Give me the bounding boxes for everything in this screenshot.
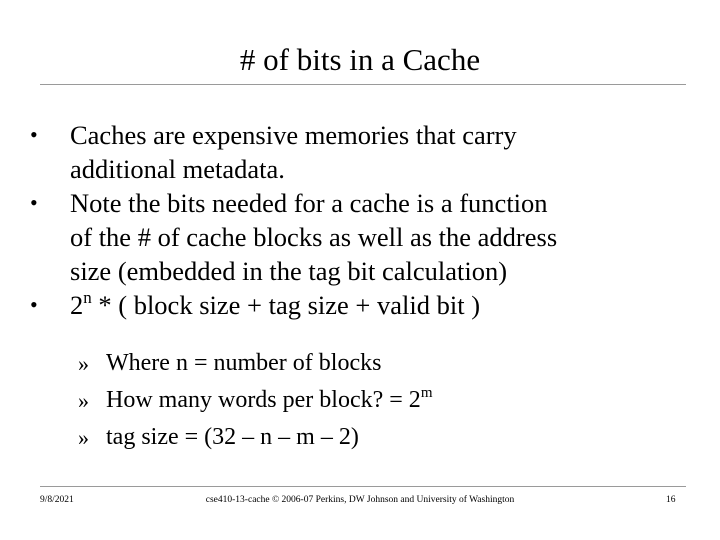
sub-bullet-item — [78, 382, 678, 419]
sub-bullet-marker: » — [78, 351, 89, 376]
bullet-item — [30, 186, 690, 288]
bullet-marker: • — [30, 122, 38, 147]
sub-bullet-text: Where n = number of blocks — [106, 350, 382, 376]
slide-title: # of bits in a Cache — [239, 42, 481, 77]
footer-divider — [40, 486, 686, 487]
sub-bullet-marker: » — [78, 388, 89, 413]
page-number: 16 — [666, 495, 676, 505]
footer-date: 9/8/2021 — [40, 495, 74, 505]
formula-line — [70, 288, 690, 322]
title-divider — [40, 84, 686, 85]
bullet-item — [30, 288, 690, 322]
sub-bullet-text: How many words per block? = 2 — [106, 387, 421, 413]
bullet-list — [30, 118, 690, 322]
sub-bullet-item — [78, 419, 678, 456]
bullet-marker: • — [30, 190, 38, 215]
bullet-text-line: Note the bits needed for a cache is a function — [70, 188, 548, 218]
footer-credit: cse410-13-cache © 2006-07 Perkins, DW Johnson and University of Washington — [205, 495, 515, 505]
bullet-text-line: size (embedded in the tag bit calculation) — [70, 256, 508, 286]
bullet-text-line: of the # of cache blocks as well as the address — [70, 222, 558, 252]
formula-base: 2 — [70, 290, 84, 320]
formula-rest: * ( block size + tag size + valid bit ) — [91, 290, 481, 320]
sub-bullet-list — [78, 345, 678, 456]
sub-bullet-text: tag size = (32 – n – m – 2) — [106, 424, 359, 450]
bullet-text-line: Caches are expensive memories that carry — [70, 120, 517, 150]
sub-bullet-exponent: m — [420, 385, 433, 401]
bullet-marker: • — [30, 292, 38, 317]
formula-exponent: n — [83, 288, 92, 308]
bullet-item — [30, 118, 690, 186]
sub-bullet-marker: » — [78, 425, 89, 450]
sub-bullet-item — [78, 345, 678, 382]
bullet-text-line: additional metadata. — [70, 154, 285, 184]
